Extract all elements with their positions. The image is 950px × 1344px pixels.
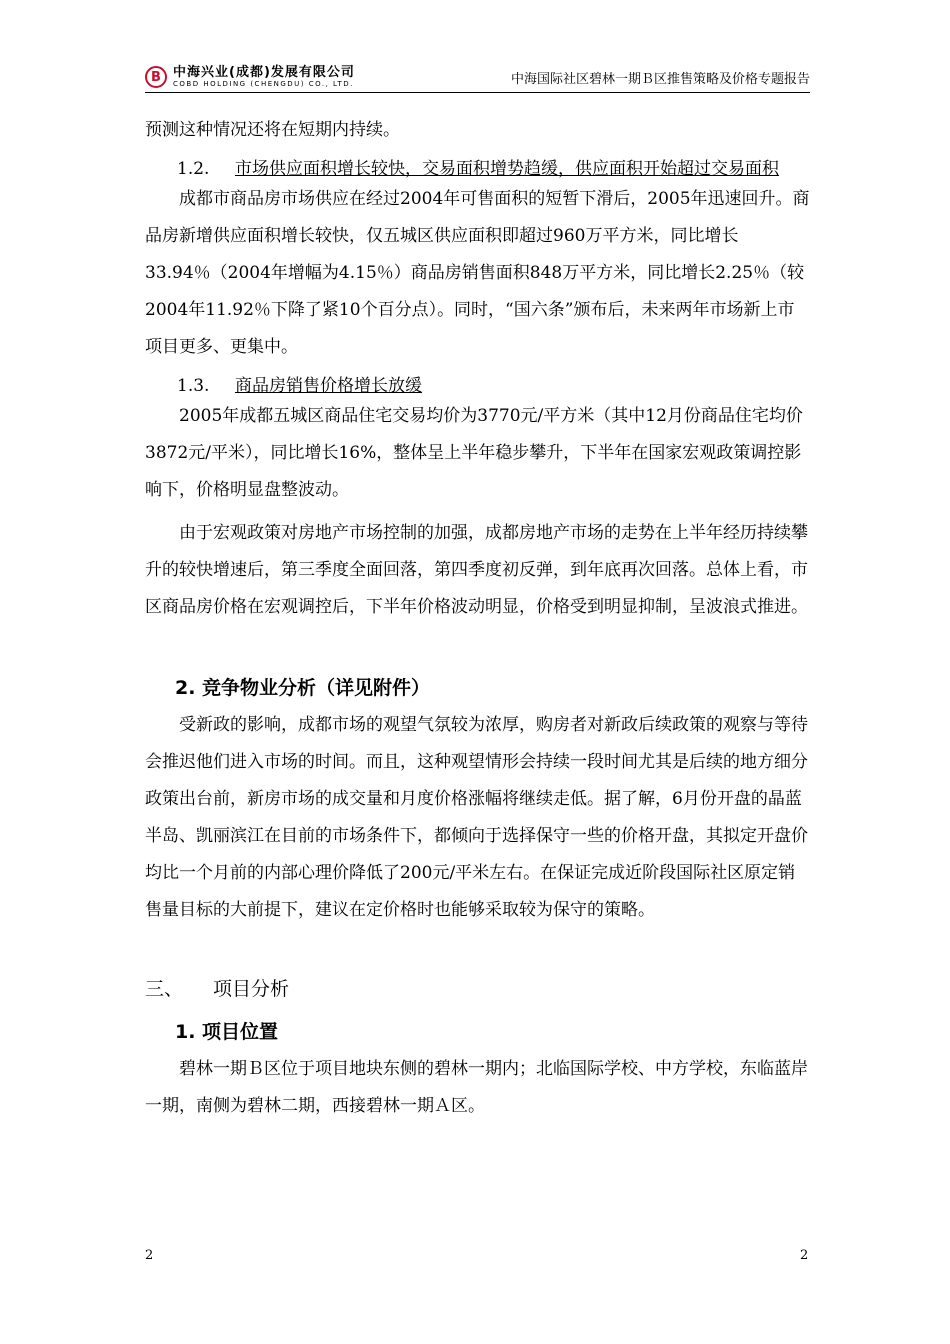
document-body [145,112,810,1125]
section-2-heading: 2. 竞争物业分析（详见附件） [175,677,431,699]
section-title: 项目分析 [213,978,290,1000]
paragraph-continue: 预测这种情况还将在短期内持续。 [145,120,400,140]
paragraph-competition: 受新政的影响，成都市场的观望气氛较为浓厚，购房者对新政后续政策的观察与等待会推迟他们进入市场的时间。而且，这种观望情形会持续一段时间尤其是后续的地方细分政策出台前，新房市场的成交量和月度价格涨幅将继续走低。据了解，6月份开盘的晶蓝半岛、凯丽滨江在目前的市场条件下，都倾向于选择保守一些的价格开盘，其拟定开盘价均比一个月前的内部心理价降低了200元/平米左右。在保证完成近阶段国际社区原定销售量目标的大前提下，建议在定价格时也能够采取较为保守的策略。 [145,715,808,920]
page-number-right: 2 [800,1248,809,1263]
subsection-number: 1.3. [177,376,210,396]
subsection-title: 市场供应面积增长较快，交易面积增势趋缓，供应面积开始超过交易面积 [235,159,779,179]
company-name-en: COBD HOLDING (CHENGDU) CO., LTD. [173,80,354,88]
logo-icon: B [145,66,167,88]
paragraph-supply: 成都市商品房市场供应在经过2004年可售面积的短暂下滑后，2005年迅速回升。商品房新增供应面积增长较快，仅五城区供应面积即超过960万平方米，同比增长33.94％（2004年增幅为4.15％）商品房销售面积848万平方米，同比增长2.25％（较2004年11.92％下降了紧10个百分点）。同时，“国六条”颁布后，未来两年市场新上市项目更多、更集中。 [145,189,810,357]
page-number-left: 2 [145,1248,154,1263]
company-name-cn: 中海兴业(成都)发展有限公司 [173,65,355,80]
section-number: 三、 [145,978,184,1000]
subsection-1-2-heading [145,157,810,181]
report-title: 中海国际社区碧林一期Ｂ区推售策略及价格专题报告 [510,72,810,87]
logo-text [173,66,355,88]
paragraph-price: 2005年成都五城区商品住宅交易均价为3770元/平方米（其中12月份商品住宅均价3872元/平米），同比增长16%，整体呈上半年稳步攀升，下半年在国家宏观政策调控影响下，价格明显盘整波动。 [145,406,803,500]
company-logo [145,66,355,88]
subsection-number: 1.2. [177,159,210,179]
subsection-title: 商品房销售价格增长放缓 [235,376,422,396]
subsection-1-3-heading [145,374,810,398]
paragraph-trend: 由于宏观政策对房地产市场控制的加强，成都房地产市场的走势在上半年经历持续攀升的较快增速后，第三季度全面回落，第四季度初反弹，到年底再次回落。总体上看，市区商品房价格在宏观调控后，下半年价格波动明显，价格受到明显抑制，呈波浪式推进。 [145,523,808,617]
section-3-heading [145,971,810,1008]
section-3-1-heading: 1. 项目位置 [175,1021,279,1043]
page-header [145,62,810,93]
paragraph-location: 碧林一期Ｂ区位于项目地块东侧的碧林一期内；北临国际学校、中方学校，东临蓝岸一期，南侧为碧林二期，西接碧林一期Ａ区。 [145,1059,808,1116]
